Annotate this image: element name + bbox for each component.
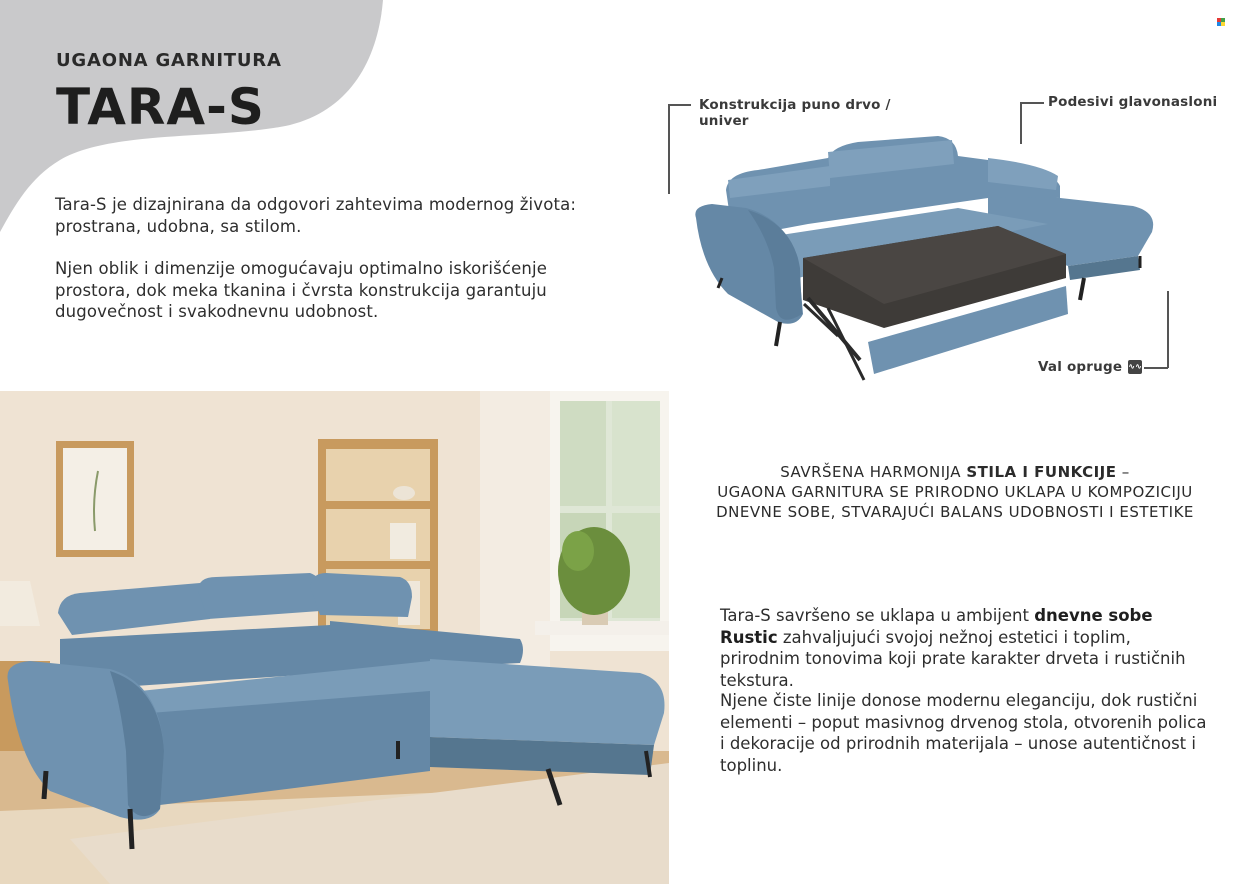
tagline-part-2: – <box>1116 463 1130 481</box>
desc-p1-bold: dnevne sobe Rustic <box>720 606 1153 647</box>
callout-line <box>669 104 691 106</box>
tagline <box>700 462 1210 522</box>
springs-label-text: Val opruge <box>1038 359 1123 375</box>
tagline-line-3: DNEVNE SOBE, STVARAJUĆI BALANS UDOBNOSTI I ESTETIKE <box>716 503 1194 521</box>
desc-p1-end: zahvaljujući svojoj nežnoj estetici i toplim, prirodnim tonovima koji prate karakter drveta i rustičnih tekstura. <box>720 627 1186 690</box>
sofa-bed-illustration <box>688 128 1163 383</box>
page-title: TARA-S <box>56 78 265 136</box>
wave-spring-icon: ∿∿ <box>1128 360 1142 374</box>
product-category: UGAONA GARNITURA <box>56 50 282 71</box>
description-paragraph-1 <box>720 605 1210 691</box>
intro-paragraph-1: Tara-S je dizajnirana da odgovori zahtevima modernog života: prostrana, udobna, sa stilom. <box>55 195 577 236</box>
brand-mark-icon <box>1217 18 1225 26</box>
desc-p1-start: Tara-S savršeno se uklapa u ambijent <box>720 606 1035 625</box>
callout-line <box>1167 291 1169 368</box>
living-room-photo <box>0 391 669 884</box>
callout-line <box>1021 102 1044 104</box>
intro-paragraph-2: Njen oblik i dimenzije omogućavaju optimalno iskorišćenje prostora, dok meka tkanina i čvrsta konstrukcija garantuju dugovečnost i svakodnevnu udobnost. <box>55 259 548 321</box>
tagline-part-1: SAVRŠENA HARMONIJA <box>780 463 967 481</box>
feature-label-construction: Konstrukcija puno drvo / univer <box>699 97 891 129</box>
tagline-bold: STILA I FUNKCIJE <box>966 463 1117 481</box>
description-paragraph-2: Njene čiste linije donose modernu eleganciju, dok rustični elementi – poput masivnog drvenog stola, otvorenih polica i dekoracije od prirodnih materijala – unose autentičnost i toplinu. <box>720 691 1207 775</box>
feature-label-headrests: Podesivi glavonasloni <box>1048 94 1218 110</box>
tagline-line-2: UGAONA GARNITURA SE PRIRODNO UKLAPA U KOMPOZICIJU <box>717 483 1193 501</box>
callout-line <box>668 104 670 194</box>
